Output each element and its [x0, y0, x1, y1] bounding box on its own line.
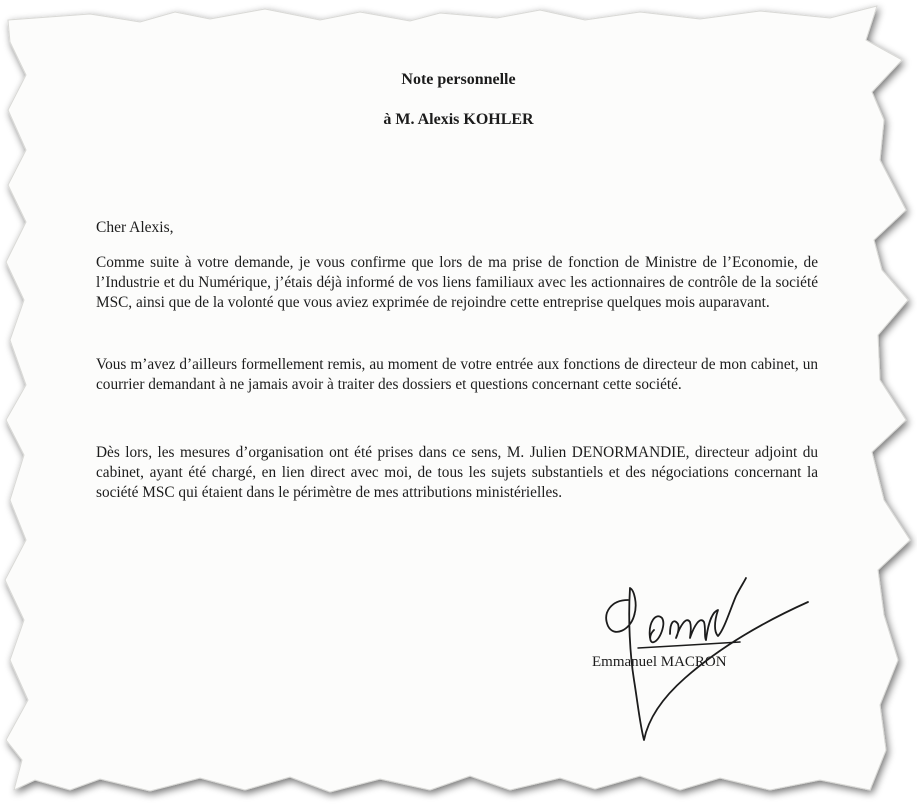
paragraph-request-letter: Vous m’avez d’ailleurs formellement remis, au moment de votre entrée aux fonctions de directeur de mon cabinet, un courrier demandant à ne jamais avoir à traiter des dossiers et questions concernant cette société.	[96, 356, 818, 393]
note-title: Note personnelle	[401, 71, 516, 88]
paragraph-confirmation: Comme suite à votre demande, je vous confirme que lors de ma prise de fonction de Ministre de l’Economie, de l’Industrie et du Numérique, j’étais déjà informé de vos liens familiaux avec les actionnaires de contrôle de la société MSC, ainsi que de la volonté que vous aviez exprimée de rejoindre cette entreprise quelques mois auparavant.	[96, 254, 818, 311]
recipient-line: à M. Alexis KOHLER	[383, 111, 534, 128]
signatory-name: Emmanuel MACRON	[592, 654, 727, 670]
handwritten-signature-icon	[590, 560, 820, 760]
salutation: Cher Alexis,	[96, 219, 174, 236]
paragraph-organisation: Dès lors, les mesures d’organisation ont été prises dans ce sens, M. Julien DENORMANDIE, directeur adjoint du cabinet, ayant été chargé, en lien direct avec moi, de tous les sujets substantiels et des négociations concernant la société MSC qui étaient dans le périmètre de mes attributions ministérielles.	[96, 444, 818, 501]
